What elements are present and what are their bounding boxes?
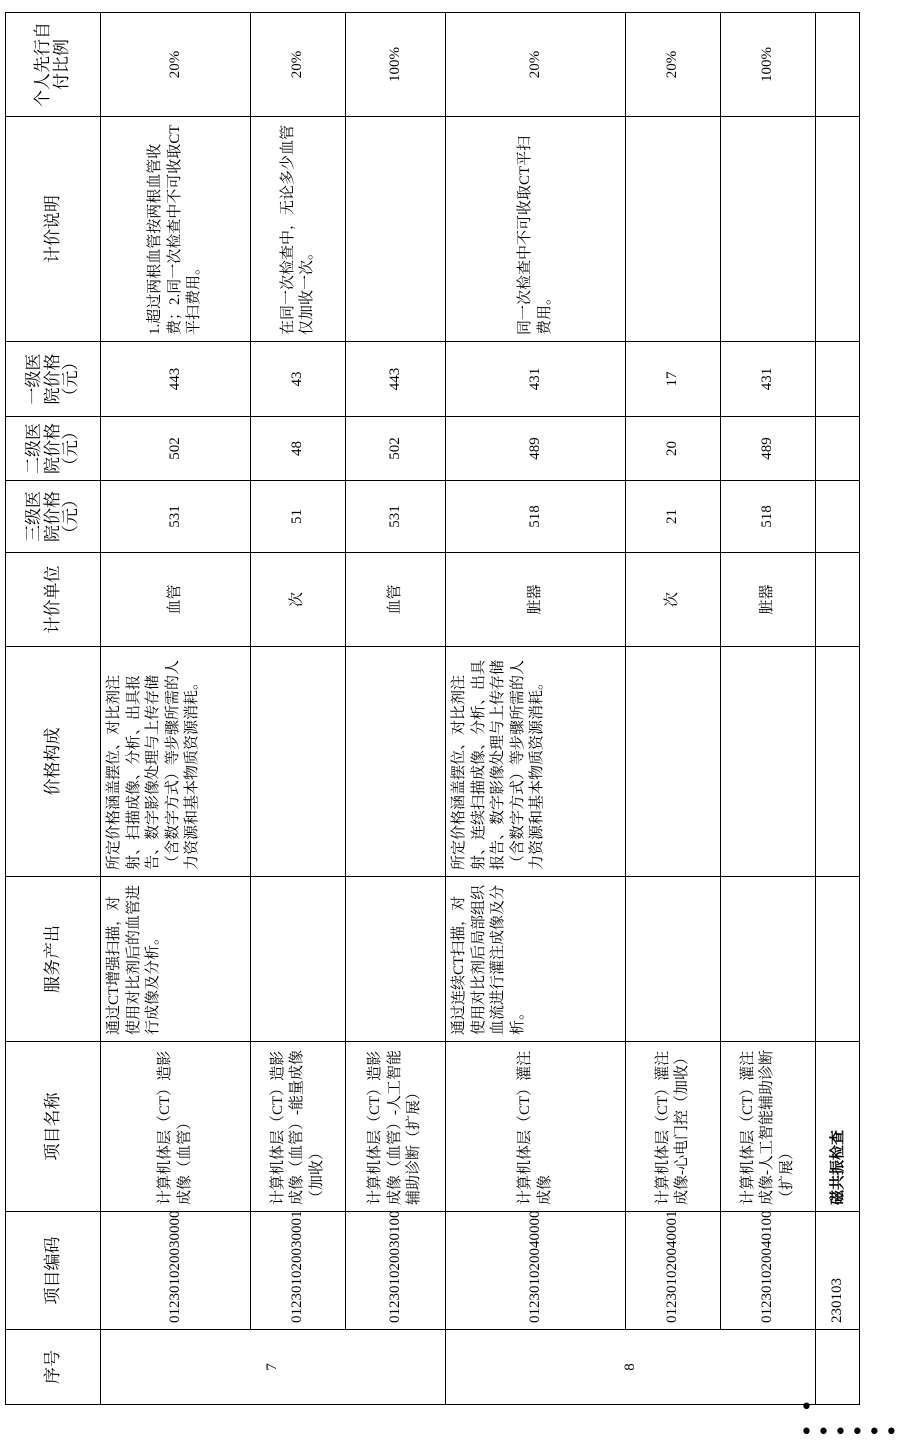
header-unit: 计价单位 [6, 553, 101, 647]
note-cell: 同一次检查中不可收取CT平扫费用。 [446, 117, 626, 342]
output-cell-empty [721, 877, 816, 1042]
header-row [6, 13, 101, 1405]
ratio-cell: 20% [446, 13, 626, 117]
table-row [101, 13, 251, 1405]
table-row [626, 13, 721, 1405]
output-cell-empty [346, 877, 446, 1042]
empty-cell [816, 342, 860, 417]
note-cell: 1.超过两根血管按两根血管收费；2.同一次检查中不可收取CT平扫费用。 [101, 117, 251, 342]
code-cell: 012301020040100 [721, 1212, 816, 1330]
price-level2-cell: 502 [101, 417, 251, 481]
name-cell: 计算机体层（CT）灌注成像 [446, 1042, 626, 1212]
category-name-cell: 磁共振检查 [816, 1042, 860, 1212]
price-level1-cell: 431 [721, 342, 816, 417]
price-level1-cell: 17 [626, 342, 721, 417]
unit-cell: 次 [626, 553, 721, 647]
code-cell: 012301020030001 [251, 1212, 346, 1330]
note-cell [721, 117, 816, 342]
output-cell: 通过连续CT扫描，对使用对比剂后局部组织血流进行灌注成像及分析。 [446, 877, 626, 1042]
name-cell: 计算机体层（CT）造影成像（血管）-能量成像（加收） [251, 1042, 346, 1212]
seq-cell-empty [816, 1330, 860, 1405]
code-cell: 012301020030000 [101, 1212, 251, 1330]
price-level1-cell: 431 [446, 342, 626, 417]
table-row [446, 13, 626, 1405]
header-composition: 价格构成 [6, 647, 101, 877]
table-row [721, 13, 816, 1405]
table-row [251, 13, 346, 1405]
unit-cell: 血管 [101, 553, 251, 647]
price-level2-cell: 502 [346, 417, 446, 481]
empty-cell [816, 877, 860, 1042]
unit-cell: 脏器 [721, 553, 816, 647]
code-cell: 012301020040000 [446, 1212, 626, 1330]
empty-cell [816, 117, 860, 342]
price-table [5, 12, 860, 1405]
name-cell: 计算机体层（CT）造影成像（血管） [101, 1042, 251, 1212]
composition-cell-empty [721, 647, 816, 877]
note-cell: 在同一次检查中，无论多少血管仅加收一次。 [251, 117, 346, 342]
composition-cell-empty [251, 647, 346, 877]
price-level2-cell: 20 [626, 417, 721, 481]
unit-cell: 脏器 [446, 553, 626, 647]
price-level3-cell: 531 [346, 481, 446, 553]
price-level2-cell: 48 [251, 417, 346, 481]
note-cell [626, 117, 721, 342]
name-cell: 计算机体层（CT）造影成像（血管）-人工智能辅助诊断（扩展） [346, 1042, 446, 1212]
unit-cell: 血管 [346, 553, 446, 647]
header-seq: 序号 [6, 1330, 101, 1405]
ratio-cell: 20% [251, 13, 346, 117]
code-cell: 012301020040001 [626, 1212, 721, 1330]
composition-cell: 所定价格涵盖摆位、对比剂注射、连续扫描成像、分析、出具报告、数字影像处理与上传存储（含数字方式）等步骤所需的人力资源和基本物质资源消耗。 [446, 647, 626, 877]
ratio-cell: 100% [346, 13, 446, 117]
price-level3-cell: 21 [626, 481, 721, 553]
output-cell: 通过CT增强扫描，对使用对比剂后的血管进行成像及分析。 [101, 877, 251, 1042]
header-price-level3: 三级医院价格（元） [6, 481, 101, 553]
composition-cell-empty [346, 647, 446, 877]
ratio-cell: 100% [721, 13, 816, 117]
empty-cell [816, 553, 860, 647]
price-level2-cell: 489 [446, 417, 626, 481]
empty-cell [816, 481, 860, 553]
footer-dots: • •••••• [800, 1395, 902, 1445]
price-level3-cell: 518 [446, 481, 626, 553]
price-level3-cell: 518 [721, 481, 816, 553]
code-cell: 012301020030100 [346, 1212, 446, 1330]
output-cell-empty [626, 877, 721, 1042]
header-output: 服务产出 [6, 877, 101, 1042]
note-cell [346, 117, 446, 342]
price-level1-cell: 443 [346, 342, 446, 417]
price-level3-cell: 51 [251, 481, 346, 553]
price-level2-cell: 489 [721, 417, 816, 481]
header-price-level1: 一级医院价格（元） [6, 342, 101, 417]
empty-cell [816, 13, 860, 117]
unit-cell: 次 [251, 553, 346, 647]
empty-cell [816, 647, 860, 877]
ratio-cell: 20% [101, 13, 251, 117]
price-level1-cell: 43 [251, 342, 346, 417]
price-level1-cell: 443 [101, 342, 251, 417]
header-code: 项目编码 [6, 1212, 101, 1330]
table-row [346, 13, 446, 1405]
category-row [816, 13, 860, 1405]
category-code-cell: 230103 [816, 1212, 860, 1330]
seq-cell: 7 [101, 1330, 446, 1405]
header-name: 项目名称 [6, 1042, 101, 1212]
output-cell-empty [251, 877, 346, 1042]
composition-cell-empty [626, 647, 721, 877]
seq-cell: 8 [446, 1330, 816, 1405]
price-level3-cell: 531 [101, 481, 251, 553]
empty-cell [816, 417, 860, 481]
ratio-cell: 20% [626, 13, 721, 117]
header-note: 计价说明 [6, 117, 101, 342]
composition-cell: 所定价格涵盖摆位、对比剂注射、扫描成像、分析、出具报告、数字影像处理与上传存储（含数字方式）等步骤所需的人力资源和基本物质资源消耗。 [101, 647, 251, 877]
name-cell: 计算机体层（CT）灌注成像-心电门控（加收） [626, 1042, 721, 1212]
header-ratio: 个人先行自付比例 [6, 13, 101, 117]
name-cell: 计算机体层（CT）灌注成像-人工智能辅助诊断（扩展） [721, 1042, 816, 1212]
header-price-level2: 二级医院价格（元） [6, 417, 101, 481]
